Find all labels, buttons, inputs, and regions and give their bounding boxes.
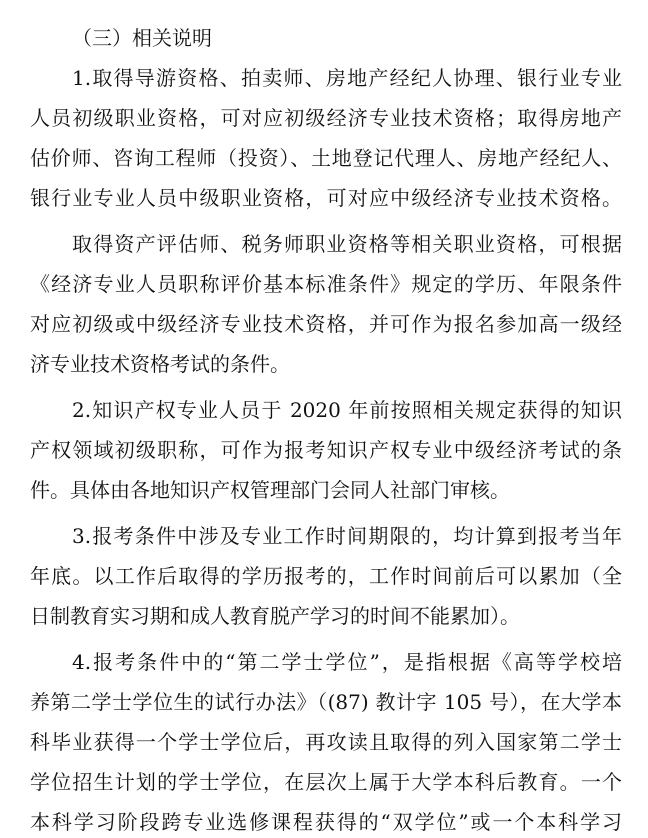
paragraph-line: 养第二学士学位生的试行办法》（(87) 教计字 105 号），在大学本 bbox=[30, 690, 622, 714]
paragraph-line: 4.报考条件中的“第二学士学位”，是指根据《高等学校培 bbox=[72, 650, 622, 674]
paragraph-line: 日制教育实习期和成人教育脱产学习的时间不能累加）。 bbox=[30, 604, 520, 628]
paragraph-line: 银行业专业人员中级职业资格，可对应中级经济专业技术资格。 bbox=[30, 186, 622, 210]
section-heading: （三）相关说明 bbox=[72, 26, 212, 50]
paragraph-line: 济专业技术资格考试的条件。 bbox=[30, 352, 290, 376]
paragraph-line: 年底。以工作后取得的学历报考的，工作时间前后可以累加（全 bbox=[30, 564, 622, 588]
paragraph-line: 人员初级职业资格，可对应初级经济专业技术资格；取得房地产 bbox=[30, 106, 622, 130]
paragraph-line: 估价师、咨询工程师（投资）、土地登记代理人、房地产经纪人、 bbox=[30, 146, 622, 170]
paragraph-line: 1.取得导游资格、拍卖师、房地产经纪人协理、银行业专业 bbox=[72, 66, 622, 90]
paragraph-line: 学位招生计划的学士学位，在层次上属于大学本科后教育。一个 bbox=[30, 770, 622, 794]
paragraph-line: 2.知识产权专业人员于 2020 年前按照相关规定获得的知识 bbox=[72, 398, 622, 422]
document-page bbox=[30, 0, 622, 838]
paragraph-line: 对应初级或中级经济专业技术资格，并可作为报名参加高一级经 bbox=[30, 312, 622, 336]
paragraph-line: 3.报考条件中涉及专业工作时间期限的，均计算到报考当年 bbox=[72, 524, 622, 548]
paragraph-line: 件。具体由各地知识产权管理部门会同人社部门审核。 bbox=[30, 478, 510, 502]
paragraph-line: 产权领域初级职称，可作为报考知识产权专业中级经济考试的条 bbox=[30, 438, 622, 462]
paragraph-line: 科毕业获得一个学士学位后，再攻读且取得的列入国家第二学士 bbox=[30, 730, 622, 754]
paragraph-line: 取得资产评估师、税务师职业资格等相关职业资格，可根据 bbox=[72, 232, 622, 256]
paragraph-line: 《经济专业人员职称评价基本标准条件》规定的学历、年限条件 bbox=[30, 272, 622, 296]
paragraph-line: 本科学习阶段跨专业选修课程获得的“双学位”或一个本科学习 bbox=[30, 810, 622, 834]
